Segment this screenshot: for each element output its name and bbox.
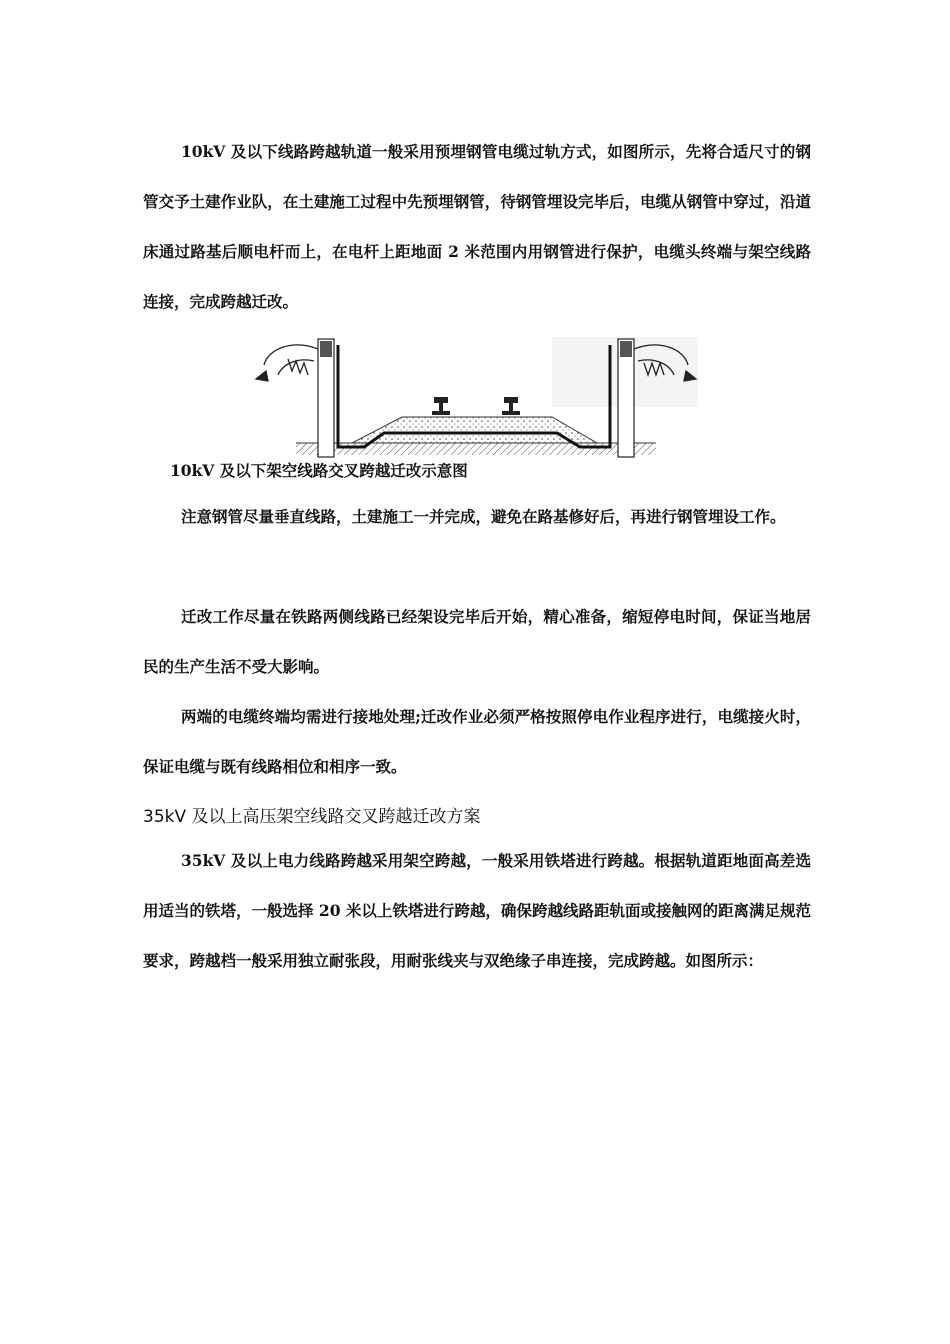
- figure-caption: 10kV 及以下架空线路交叉跨越迁改示意图: [170, 461, 468, 480]
- section-heading-35kv: 35kV 及以上高压架空线路交叉跨越迁改方案: [143, 807, 481, 827]
- paragraph-10kv-method: 10kV 及以下线路跨越轨道一般采用预埋钢管电缆过轨方式，如图所示，先将合适尺寸的钢管交予土建作业队，在土建施工过程中先预埋钢管，待钢管埋设完毕后，电缆从钢管中穿过，沿道床通过路基后顺电杆而上，在电杆上距地面 2 米范围内用钢管进行保护，电缆头终端与架空线路连接，完成跨越迁改。: [143, 142, 811, 311]
- cable-head-left: [320, 341, 332, 357]
- connection-arrow-left: [256, 345, 318, 381]
- paragraph-relocation-timing: 迁改工作尽量在铁路两侧线路已经架设完毕后开始，精心准备，缩短停电时间，保证当地居民的生产生活不受大影响。: [143, 607, 811, 676]
- embankment: [352, 417, 597, 443]
- cable-crossing-diagram: [252, 335, 700, 465]
- paragraph-note-pipe: 注意钢管尽量垂直线路，土建施工一并完成，避免在路基修好后，再进行钢管埋设工作。: [181, 507, 786, 526]
- paragraph-grounding: 两端的电缆终端均需进行接地处理;迁改作业必须严格按照停电作业程序进行，电缆接火时，保证电缆与既有线路相位和相序一致。: [143, 707, 811, 776]
- paragraph-35kv-method: 35kV 及以上电力线路跨越采用架空跨越，一般采用铁塔进行跨越。根据轨道距地面高差选用适当的铁塔，一般选择 20 米以上铁塔进行跨越，确保跨越线路距轨面或接触网的距离满足规范要求，跨越档一般采用独立耐张段，用耐张线夹与双绝缘子串连接，完成跨越。如图所示：: [143, 851, 811, 970]
- ground-hatch: [296, 443, 656, 455]
- rail-right: [502, 397, 520, 415]
- rail-left: [432, 397, 450, 415]
- cable-head-right: [620, 341, 632, 357]
